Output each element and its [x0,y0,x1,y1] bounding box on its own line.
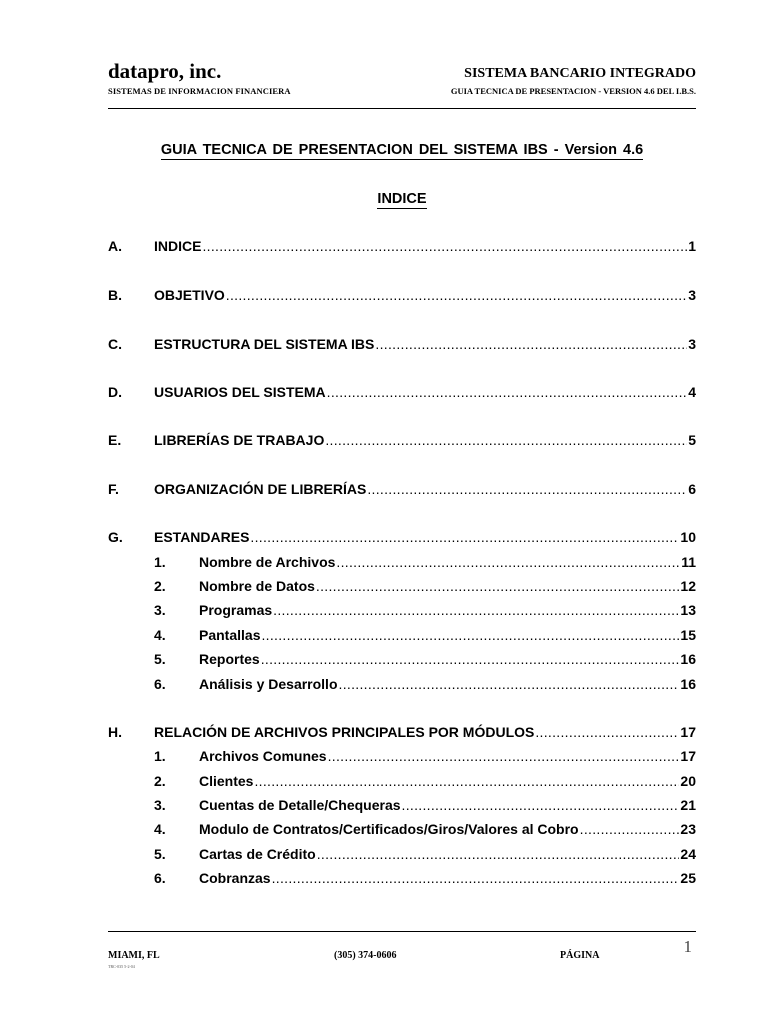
toc-subitem-label: Cobranzas [199,870,271,886]
toc-entry [154,287,696,307]
dot-leader [367,481,687,497]
toc-subitem [199,773,696,793]
toc-subitem-label: Pantallas [199,627,261,643]
toc-subitem-page: 25 [680,870,696,886]
toc-entry-page: 3 [688,336,696,352]
toc-subitem-label: Análisis y Desarrollo [199,676,338,692]
toc-subitem-label: Clientes [199,773,254,789]
guide-version: GUIA TECNICA DE PRESENTACION - VERSION 4.6 DEL I.B.S. [450,86,696,96]
toc-subitem [199,578,696,598]
footer-divider [108,931,696,932]
toc-entry [154,529,696,549]
toc-letter: F. [108,481,119,497]
toc-subitem-number: 1. [154,748,166,764]
toc-entry [154,238,696,258]
toc-subitem-page: 16 [680,676,696,692]
toc-subitem-label: Cuentas de Detalle/Chequeras [199,797,401,813]
toc-subitem-number: 5. [154,651,166,667]
toc-subitem [199,651,696,671]
toc-subitem [199,748,696,768]
toc-subitem-number: 3. [154,797,166,813]
toc-subitem [199,870,696,890]
toc-subitem-number: 1. [154,554,166,570]
toc-subitem-number: 4. [154,627,166,643]
toc-entry-page: 3 [688,287,696,303]
toc-subitem [199,602,696,622]
dot-leader [226,287,687,303]
toc-entry-label: INDICE [154,238,202,254]
dot-leader [328,748,680,764]
toc-subitem-label: Nombre de Archivos [199,554,336,570]
header-divider [108,108,696,109]
index-heading: INDICE [377,191,427,207]
toc-subitem-number: 4. [154,821,166,837]
toc-entry-page: 5 [688,432,696,448]
toc-entry-label: ESTANDARES [154,529,250,545]
toc-subitem-page: 20 [680,773,696,789]
toc-entry-label: ESTRUCTURA DEL SISTEMA IBS [154,336,375,352]
dot-leader [202,238,687,254]
toc-subitem-page: 23 [680,821,696,837]
dot-leader [402,797,680,813]
toc-subitem [199,554,696,574]
toc-letter: A. [108,238,122,254]
dot-leader [261,627,679,643]
toc-subitem [199,797,696,817]
toc-subitem [199,846,696,866]
toc-subitem-number: 6. [154,870,166,886]
toc-subitem-label: Modulo de Contratos/Certificados/Giros/Valores al Cobro [199,821,579,837]
page-number: 1 [683,937,692,956]
toc-letter: E. [108,432,122,448]
toc-subitem [199,821,696,841]
toc-entry [154,432,696,452]
toc-letter: H. [108,724,122,740]
toc-subitem [199,627,696,647]
toc-entry-page: 10 [680,529,696,545]
dot-leader [261,651,680,667]
toc-letter: D. [108,384,122,400]
footer-city: MIAMI, FL [108,950,160,961]
toc-entry [154,481,696,501]
dot-leader [327,384,688,400]
toc-subitem-page: 21 [680,797,696,813]
footer-form-code: TRC-035 5-2-04 [108,964,135,969]
company-name: datapro, inc. [108,59,222,83]
toc-subitem-page: 15 [680,627,696,643]
dot-leader [580,821,680,837]
toc-entry-label: OBJETIVO [154,287,225,303]
toc-subitem-number: 5. [154,846,166,862]
toc-subitem-page: 24 [680,846,696,862]
dot-leader [325,432,687,448]
dot-leader [316,578,680,594]
toc-subitem-page: 16 [680,651,696,667]
dot-leader [375,336,687,352]
toc-entry-page: 1 [688,238,696,254]
dot-leader [272,870,680,886]
toc-entry-page: 4 [688,384,696,400]
system-name: SISTEMA BANCARIO INTEGRADO [464,66,696,81]
toc-letter: G. [108,529,123,545]
toc-letter: B. [108,287,122,303]
toc-subitem-number: 3. [154,602,166,618]
toc-entry-label: ORGANIZACIÓN DE LIBRERÍAS [154,481,367,497]
toc-subitem-page: 17 [680,748,696,764]
dot-leader [336,554,680,570]
toc-letter: C. [108,336,122,352]
toc-subitem-number: 6. [154,676,166,692]
toc-subitem-page: 12 [680,578,696,594]
footer-phone: (305) 374-0606 [334,950,397,961]
toc-subitem-label: Archivos Comunes [199,748,327,764]
toc-subitem [199,676,696,696]
toc-entry [154,724,696,744]
toc-entry-label: USUARIOS DEL SISTEMA [154,384,326,400]
toc-subitem-label: Reportes [199,651,260,667]
toc-subitem-number: 2. [154,773,166,789]
dot-leader [273,602,679,618]
dot-leader [317,846,680,862]
toc-subitem-page: 13 [680,602,696,618]
toc-subitem-label: Cartas de Crédito [199,846,316,862]
dot-leader [254,773,679,789]
toc-subitem-label: Programas [199,602,273,618]
dot-leader [535,724,679,740]
footer-page-label: PÁGINA [560,950,600,961]
toc-entry-label: LIBRERÍAS DE TRABAJO [154,432,325,448]
toc-entry-label: RELACIÓN DE ARCHIVOS PRINCIPALES POR MÓDULOS [154,724,535,740]
dot-leader [339,676,680,692]
toc-entry [154,384,696,404]
document-title: GUIA TECNICA DE PRESENTACION DEL SISTEMA IBS - Version 4.6 [160,142,644,158]
company-subtitle: SISTEMAS DE INFORMACION FINANCIERA [108,86,291,96]
toc-subitem-number: 2. [154,578,166,594]
toc-entry-page: 17 [680,724,696,740]
toc-subitem-page: 11 [681,554,696,570]
toc-subitem-label: Nombre de Datos [199,578,315,594]
toc-entry-page: 6 [688,481,696,497]
dot-leader [250,529,679,545]
toc-entry [154,336,696,356]
